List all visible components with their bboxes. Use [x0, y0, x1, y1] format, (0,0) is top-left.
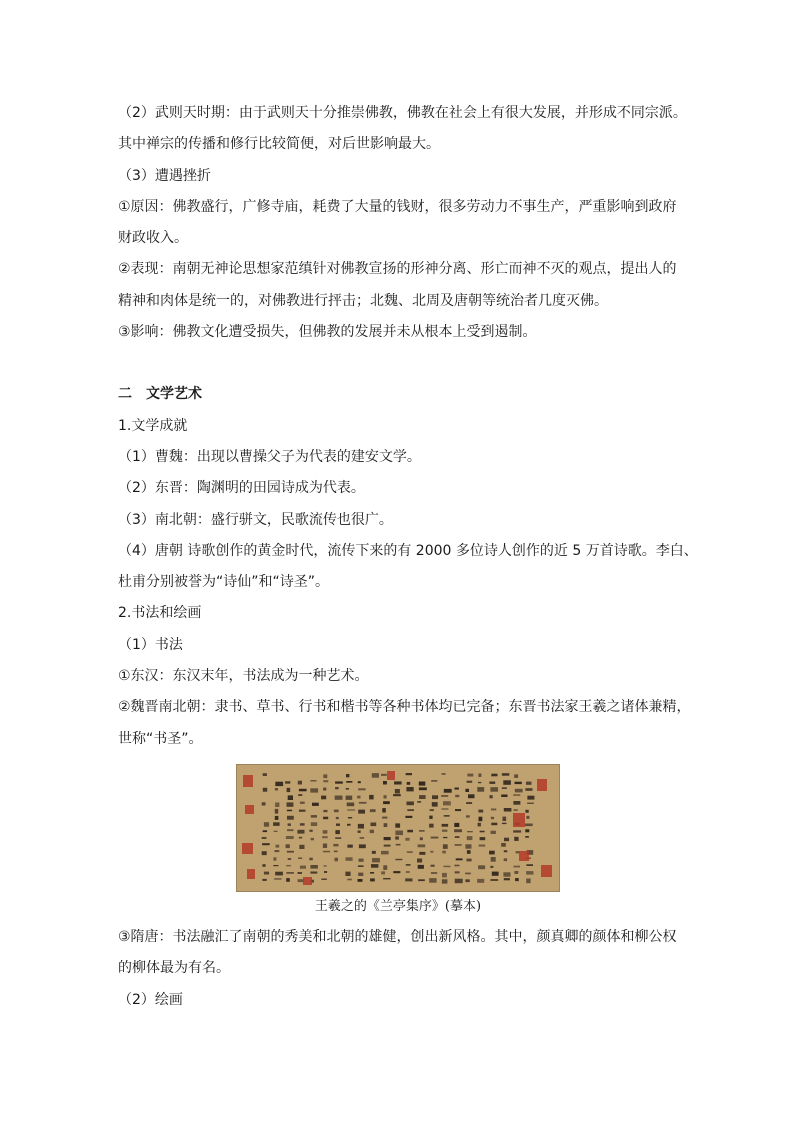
- text-line: （3）南北朝：盛行骈文，民歌流传也很广。: [118, 511, 393, 528]
- text-line: 杜甫分别被誉为“诗仙”和“诗圣”。: [118, 574, 330, 591]
- text-line: 财政收入。: [118, 230, 188, 247]
- document-body: [118, 98, 698, 1016]
- text-line: （3）遭遇挫折: [118, 167, 211, 184]
- text-line: ②魏晋南北朝：隶书、草书、行书和楷书等各种书体均已完备；东晋书法家王羲之诸体兼精，: [118, 699, 691, 716]
- figure-caption: 王羲之的《兰亭集序》(摹本): [314, 898, 482, 914]
- text-line: ①原因：佛教盛行，广修寺庙，耗费了大量的钱财，很多劳动力不事生产，严重影响到政府: [118, 198, 677, 215]
- text-line: （2）东晋：陶渊明的田园诗成为代表。: [118, 480, 365, 497]
- text-line: （1）曹魏：出现以曹操父子为代表的建安文学。: [118, 448, 421, 465]
- text-line: 2.书法和绘画: [118, 605, 202, 622]
- paragraph-gap: [118, 348, 678, 379]
- text-line: 1.文学成就: [118, 417, 188, 434]
- text-line: 的柳体最为有名。: [118, 960, 230, 977]
- text-line: （1）书法: [118, 636, 183, 653]
- text-line: ③隋唐：书法融汇了南朝的秀美和北朝的雄健，创出新风格。其中，颜真卿的颜体和柳公权: [118, 928, 677, 945]
- text-line: ③影响：佛教文化遭受损失，但佛教的发展并未从根本上受到遏制。: [118, 324, 537, 341]
- calligraphy-figure: [118, 764, 678, 922]
- text-line: ①东汉：东汉末年，书法成为一种艺术。: [118, 668, 369, 685]
- text-line: 世称“书圣”。: [118, 730, 203, 747]
- text-line: ②表现：南朝无神论思想家范缜针对佛教宣扬的形神分离、形亡而神不灭的观点，提出人的: [118, 261, 677, 278]
- text-line: （2）武则天时期：由于武则天十分推崇佛教，佛教在社会上有很大发展，并形成不同宗派。: [118, 105, 687, 121]
- text-line: 精神和肉体是统一的，对佛教进行抨击；北魏、北周及唐朝等统治者几度灭佛。: [118, 292, 608, 309]
- text-line: （4）唐朝 诗歌创作的黄金时代，流传下来的有 2000 多位诗人创作的近 5 万首诗歌。李白、: [118, 542, 698, 559]
- text-line: （2）绘画: [118, 991, 183, 1008]
- lanting-xu-calligraphy-image: [236, 764, 560, 892]
- text-line: 其中禅宗的传播和修行比较简便，对后世影响最大。: [118, 136, 440, 153]
- section-heading: 二 文学艺术: [118, 386, 202, 403]
